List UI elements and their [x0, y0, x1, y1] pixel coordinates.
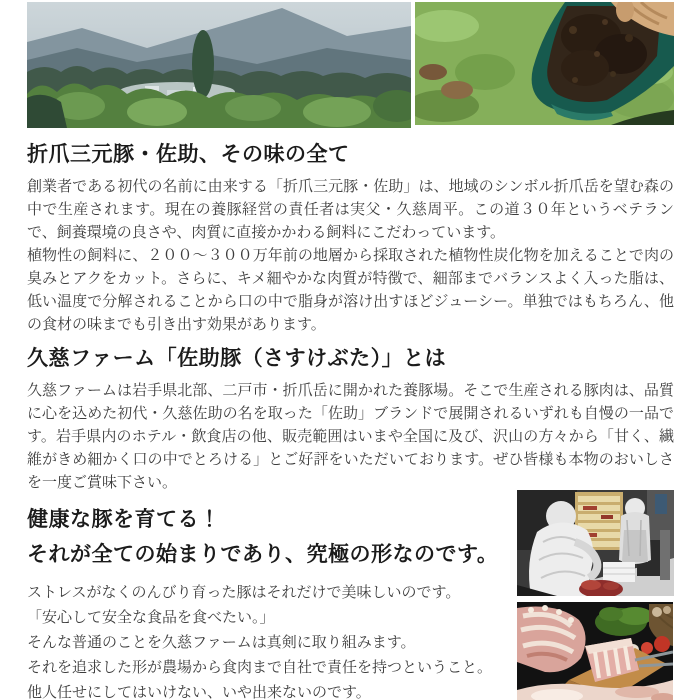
- section-heading-farm: 久慈ファーム「佐助豚（さすけぶた）」とは: [27, 346, 447, 370]
- healthy-line-1: ストレスがなくのんびり育った豚はそれだけで美味しいのです。: [27, 584, 461, 601]
- meat-processing-photo: [517, 490, 674, 596]
- healthy-heading: [27, 502, 505, 572]
- pork-cuts-photo: [517, 602, 673, 700]
- mountain-forest-photo: [27, 2, 411, 128]
- healthy-line-5: 他人任せにしてはいけない、いや出来ないのです。: [27, 684, 371, 700]
- healthy-heading-line1: 健康な豚を育てる！: [27, 507, 221, 531]
- healthy-heading-line2: それが全ての始まりであり、究極の形なのです。: [27, 542, 499, 566]
- section-heading-taste: 折爪三元豚・佐助、その味の全て: [27, 142, 350, 166]
- charcoal-scoop-photo: [415, 2, 674, 125]
- healthy-photo-column: [517, 490, 674, 700]
- healthy-lines: [27, 580, 505, 700]
- healthy-line-3: そんな普通のことを久慈ファームは真剣に取り組みます。: [27, 634, 416, 651]
- healthy-line-2: 「安心して安全な食品を食べたい。」: [27, 609, 275, 626]
- taste-paragraph-1: 創業者である初代の名前に由来する「折爪三元豚・佐助」は、地域のシンボル折爪岳を望む森の中で生産されます。現在の養豚経営の責任者は実父・久慈周平。この道３０年というベテランで、飼養環境の良さや、肉質に直接かかわる飼料にこだわっています。: [27, 178, 674, 241]
- healthy-section: [27, 490, 674, 700]
- farm-paragraph: 久慈ファームは岩手県北部、二戸市・折爪岳に開かれた養豚場。そこで生産される豚肉は、品質に心を込めた初代・久慈佐助の名を取った「佐助」ブランドで展開されるいずれも自慢の一品です。岩手県内のホテル・飲食店の他、販売範囲はいまや全国に及び、沢山の方々から「甘く、繊維がきめ細かく口の中でとろける」とご好評をいただいております。ぜひ皆様も本物のおいしさを一度ご賞味下さい。: [27, 382, 674, 491]
- taste-paragraph-2: 植物性の飼料に、２００～３００万年前の地層から採取された植物性炭化物を加えることで肉の臭みとアクをカット。さらに、キメ細やかな肉質が特徴で、細部までバランスよく入った脂は、低い温度で分解されることから口の中で脂身が溶け出すほどジューシー。単独ではもちろん、他の食材の味までも引き出す効果があります。: [27, 247, 674, 333]
- healthy-text-column: [27, 490, 517, 700]
- healthy-line-4: それを追求した形が農場から食肉まで自社で責任を持つということ。: [27, 659, 493, 676]
- hero-photo-row: [0, 0, 700, 128]
